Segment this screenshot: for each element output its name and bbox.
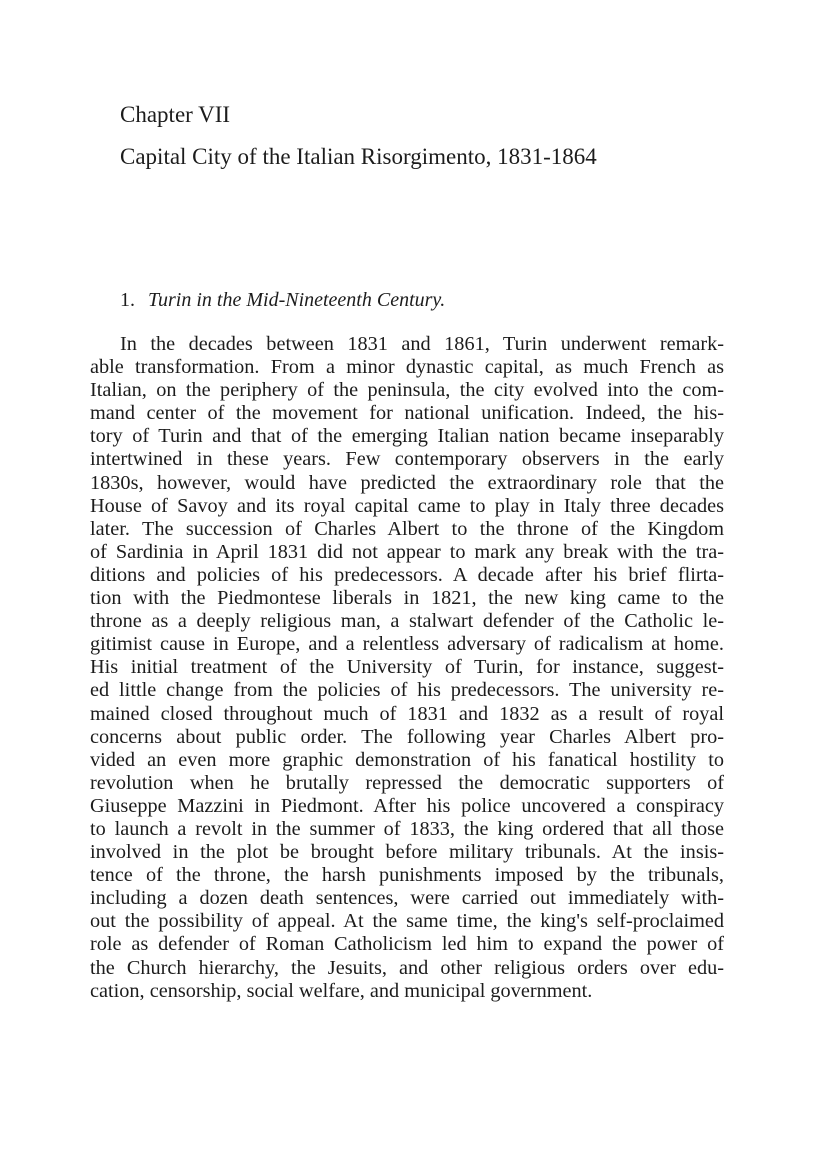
text-line: the Church hierarchy, the Jesuits, and other religious orders over edu- bbox=[90, 956, 724, 979]
section-number: 1. bbox=[120, 289, 135, 311]
text-line: revolution when he brutally repressed the democratic supporters of bbox=[90, 771, 724, 794]
text-line: gitimist cause in Europe, and a relentless adversary of radicalism at home. bbox=[90, 633, 724, 656]
text-line: ed little change from the policies of his predecessors. The university re- bbox=[90, 679, 724, 702]
text-line: of Sardinia in April 1831 did not appear to mark any break with the tra- bbox=[90, 540, 724, 563]
text-line: including a dozen death sentences, were carried out immediately with- bbox=[90, 887, 724, 910]
text-line: tence of the throne, the harsh punishments imposed by the tribunals, bbox=[90, 864, 724, 887]
chapter-label: Chapter VII bbox=[120, 102, 231, 127]
section-heading bbox=[120, 287, 445, 313]
text-line: Giuseppe Mazzini in Piedmont. After his police uncovered a conspiracy bbox=[90, 794, 724, 817]
body-paragraph bbox=[90, 333, 724, 1003]
section-title: Turin in the Mid-Nineteenth Century. bbox=[148, 289, 446, 311]
text-line: concerns about public order. The following year Charles Albert pro- bbox=[90, 725, 724, 748]
text-line: In the decades between 1831 and 1861, Turin underwent remark- bbox=[120, 333, 724, 355]
text-line: His initial treatment of the University of Turin, for instance, suggest- bbox=[90, 656, 724, 679]
text-line: House of Savoy and its royal capital came to play in Italy three decades bbox=[90, 494, 724, 517]
text-line: Italian, on the periphery of the peninsula, the city evolved into the com- bbox=[90, 379, 724, 402]
text-line: cation, censorship, social welfare, and municipal government. bbox=[90, 979, 593, 1002]
text-line: ditions and policies of his predecessors. A decade after his brief flirta- bbox=[90, 563, 724, 586]
chapter-title: Capital City of the Italian Risorgimento, 1831-1864 bbox=[120, 144, 597, 169]
text-line: vided an even more graphic demonstration of his fanatical hostility to bbox=[90, 748, 724, 771]
text-line: tory of Turin and that of the emerging Italian nation became inseparably bbox=[90, 425, 724, 448]
text-line: able transformation. From a minor dynastic capital, as much French as bbox=[90, 356, 724, 379]
text-line: throne as a deeply religious man, a stalwart defender of the Catholic le- bbox=[90, 610, 724, 633]
text-line: out the possibility of appeal. At the same time, the king's self-proclaimed bbox=[90, 910, 724, 933]
text-line: mained closed throughout much of 1831 and 1832 as a result of royal bbox=[90, 702, 724, 725]
text-line: intertwined in these years. Few contemporary observers in the early bbox=[90, 448, 724, 471]
text-line: later. The succession of Charles Albert to the throne of the Kingdom bbox=[90, 517, 724, 540]
text-line: mand center of the movement for national unification. Indeed, the his- bbox=[90, 402, 724, 425]
text-line: involved in the plot be brought before military tribunals. At the insis- bbox=[90, 841, 724, 864]
text-line: tion with the Piedmontese liberals in 1821, the new king came to the bbox=[90, 587, 724, 610]
text-line: 1830s, however, would have predicted the extraordinary role that the bbox=[90, 471, 724, 494]
text-line: to launch a revolt in the summer of 1833, the king ordered that all those bbox=[90, 817, 724, 840]
text-line: role as defender of Roman Catholicism led him to expand the power of bbox=[90, 933, 724, 956]
